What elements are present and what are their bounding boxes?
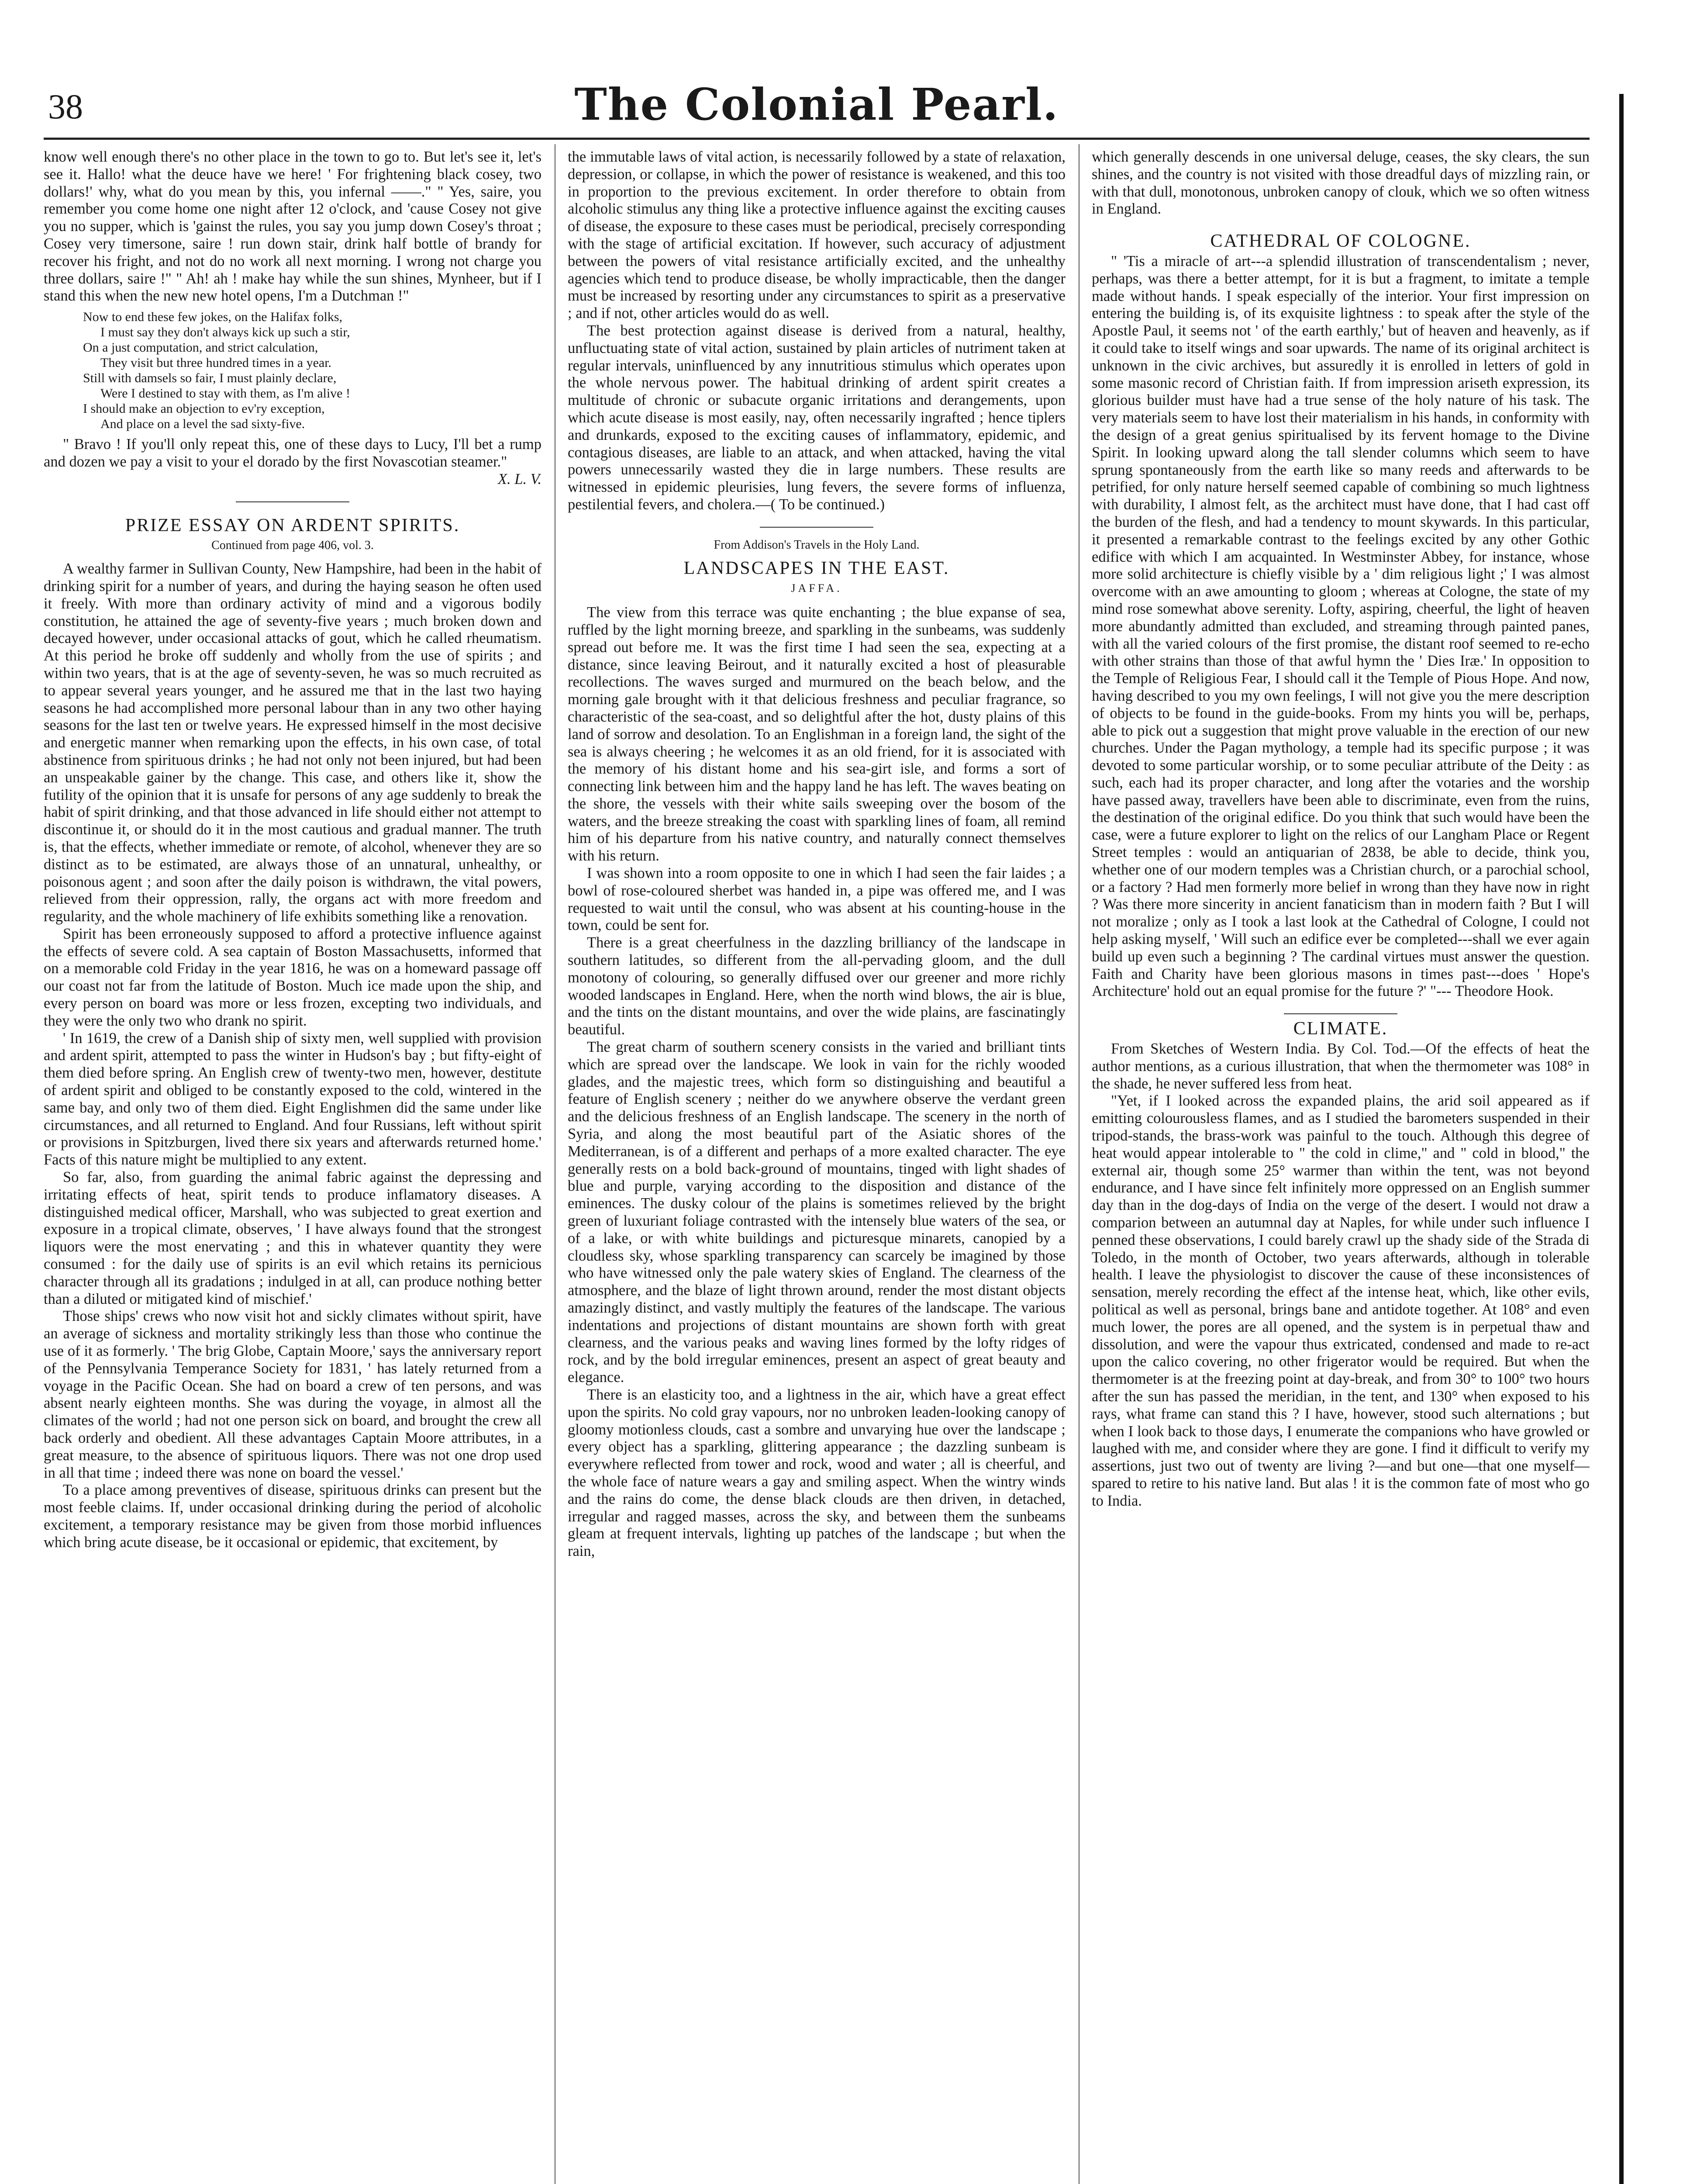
column-middle: [568, 149, 1066, 2184]
poem-line: I should make an objection to ev'ry exception,: [83, 401, 325, 416]
section-divider: [760, 527, 873, 528]
landscapes-paragraph: I was shown into a room opposite to one in which I had seen the fair laides ; a bowl of rose-coloured sherbet was handed in, a pipe was offered me, and I was requested to wait until the consul, who was absent at his counting-house in the town, could be sent for.: [568, 865, 1066, 934]
essay-paragraph: the immutable laws of vital action, is necessarily followed by a state of relaxation, depression, or collapse, in which the power of resistance is weakened, and this too in proportion to the previous excitement. In order therefore to obtain from alcoholic stimulus any thing like a protective influence against the exciting causes of disease, the exposure to these cases must be periodical, precisely corresponding with the stage of artificial excitation. If however, such accuracy of adjustment between the powers of vital resistance artificially excited, and the unhealthy agencies which tend to produce disease, be wholly impracticable, then the danger must be increased by resorting under any circumstances to spirit as a preservative ; and if not, other articles would do as well.: [568, 149, 1066, 322]
poem-line: They visit but three hundred times in a year.: [100, 356, 332, 370]
poem-line: I must say they don't always kick up such a stir,: [100, 325, 350, 340]
poem-line: Now to end these few jokes, on the Halifax folks,: [83, 310, 343, 325]
climate-paragraph: "Yet, if I looked across the expanded plains, the arid soil appeared as if emitting colourousless flames, and as I studied the barometers suspended in their tripod-stands, the brass-work was painful to the touch. Although this degree of heat would appear intolerable to " the cold in clime," and " cold in blood," the external air, though some 25° warmer than within the tent, was not beyond endurance, and I have since felt infinitely more oppressed on an English summer day than in the dog-days of India on the verge of the desert. I would not draw a comparion between an autumnal day at Naples, for while under such influence I penned these observations, I could barely crawl up the shady side of the Strada di Toledo, in the month of October, two years afterwards, although in tolerable health. I leave the physiologist to discover the cause of these inconsistences of sensation, merely recording the effect af the intense heat, which, like other evils, political as well as personal, brings bane and antidote together. At 108° and even much lower, the pores are all opened, and the system is in perpetual thaw and dissolution, and were the vapour thus extricated, condensed and made to re-act upon the calico covering, no other frigerator would be required. But when the thermometer is at the freezing point at day-break, and from 30° to 100° two hours after the sun has passed the meridian, in the tent, and 130° when exposed to his rays, what frame can stand this ? I have, however, stood such alternations ; but when I look back to those days, I enumerate the companions who have growled or laughed with me, and consider where they are gone. I find it difficult to verify my assertions, just two out of twenty are living ?—and but one—that one myself—spared to retire to his native land. But alas ! it is the common fate of most who go to India.: [1092, 1092, 1590, 1509]
poem: [83, 309, 541, 432]
story-closing-paragraph: " Bravo ! If you'll only repeat this, one of these days to Lucy, I'll bet a rump and dozen we pay a visit to your el dorado by the first Novascotian steamer.": [44, 436, 541, 470]
right-margin-rule: [1619, 94, 1624, 2184]
page-number: 38: [48, 88, 83, 126]
poem-line: On a just computation, and strict calculation,: [83, 340, 318, 355]
essay-paragraph: So far, also, from guarding the animal fabric against the depressing and irritating effects of heat, spirit tends to produce inflamatory diseases. A distinguished medical officer, Marshall, who was subjected to great exertion and exposure in a tropical climate, observes, ' I have always found that the strongest liquors were the most enervating ; and this in whatever quantity they were consumed : for the daily use of spirits is an evil which retains its pernicious character through all its gradations ; indulged in at all, can produce nothing better than a diluted or mitigated kind of mischief.': [44, 1169, 541, 1307]
column-right: [1092, 149, 1590, 2184]
landscapes-paragraph: There is an elasticity too, and a lightness in the air, which have a great effect upon the spirits. No cold gray vapours, nor no unbroken leaden-looking canopy of gloomy motionless clouds, cast a sombre and unvarying hue over the landscape ; every object has a sparkling, glittering appearance ; the dazzling sunbeam is everywhere reflected from tower and rock, wood and water ; all is cheerful, and the whole face of nature wears a gay and smiling aspect. When the wintry winds and the rains do come, the dense black clouds are then driven, in detached, irregular and ragged masses, across the sky, and between them the sunbeams gleam at frequent intervals, lighting up patches of the landscape ; but when the rain,: [568, 1386, 1066, 1560]
essay-paragraph: To a place among preventives of disease, spirituous drinks can present but the most feeble claims. If, under occasional drinking during the period of alcoholic excitement, a temporary resistance may be given from those morbid influences which bring acute disease, be it occasional or epidemic, that excitement, by: [44, 1482, 541, 1551]
page-header: [44, 79, 1590, 131]
masthead-title: The Colonial Pearl.: [574, 79, 1059, 130]
column-left: [44, 149, 541, 2184]
cathedral-title: CATHEDRAL OF COLOGNE.: [1210, 231, 1471, 252]
story-signature: X. L. V.: [497, 470, 541, 487]
section-divider: [236, 501, 349, 502]
essay-paragraph: ' In 1619, the crew of a Danish ship of sixty men, well supplied with provision and ardent spirit, attempted to pass the winter in Hudson's bay ; but fifty-eight of them died before spring. An English crew of twenty-two men, however, destitute of ardent spirit and obliged to be constantly exposed to the cold, wintered in the same bay, and only two of them died. Eight Englishmen did the same under like circumstances, and all returned to England. And four Russians, left without spirit or provisions in Spitzburgen, lived there six years and afterwards returned home.' Facts of this nature might be multiplied to any extent.: [44, 1030, 541, 1168]
poem-line: Still with damsels so fair, I must plainly declare,: [83, 371, 337, 386]
essay-paragraph: A wealthy farmer in Sullivan County, New Hampshire, had been in the habit of drinking spirit for a number of years, and during the haying season he often used it freely. With more than ordinary activity of mind and a vigorous bodily constitution, he attained the age of seventy-five years ; much broken down and decayed however, under occasional attacks of gout, which he called rheumatism. At this period he broke off suddenly and wholly from the use of spirits ; and within two years, that is at the age of seventy-seven, he was so much recruited as to appear several years younger, and he assured me that in the last two haying seasons he had accomplished more personal labour than in any two other haying seasons for the last ten or twelve years. He expressed himself in the most decisive and energetic manner when remarking upon the effects, in his own case, of total abstinence from spirituous drinks ; he had not only not been injured, but had been an unspeakable gainer by the change. This case, and others like it, show the futility of the opinion that it is unsafe for persons of any age suddenly to break the habit of spirit drinking, and that those advanced in life should either not attempt to discontinue it, or should do it in the most cautious and gradual manner. The truth is, that the effects, whether immediate or remote, of alcohol, whenever they are so distinct as to be estimated, are always those of an unnatural, unhealthy, or poisonous agent ; and soon after the daily poison is withdrawn, the vital powers, relieved from their oppression, rally, the organs act with more freedom and regularity, and the whole machinery of life exhibits something like a renovation.: [44, 560, 541, 925]
poem-line: And place on a level the sad sixty-five.: [100, 417, 305, 432]
essay-title: PRIZE ESSAY ON ARDENT SPIRITS.: [125, 515, 460, 536]
essay-paragraph: Those ships' crews who now visit hot and sickly climates without spirit, have an average of sickness and mortality strikingly less than those who continue the use of it as formerly. ' The brig Globe, Captain Moore,' says the anniversary report of the Pennsylvania Temperance Society for 1831, ' has lately returned from a voyage in the Pacific Ocean. She had on board a crew of ten persons, and was absent nearly eighteen months. She was during the voyage, in almost all the climates of the world ; had not one person sick on board, and brought the crew all back orderly and obedient. All these advantages Captain Moore attributes, in a great measure, to the absence of spirituous liquors. There was not one drop used in all that time ; indeed there was none on board the vessel.': [44, 1308, 541, 1481]
landscapes-paragraph: There is a great cheerfulness in the dazzling brilliancy of the landscape in southern latitudes, so different from the all-pervading gloom, and the dull monotony of colouring, so generally diffused over our greener and more richly wooded landscapes in England. Here, when the north wind blows, the air is blue, and the tints on the distant mountains, and over the wide plains, are fascinatingly beautiful.: [568, 934, 1066, 1038]
climate-paragraph: From Sketches of Western India. By Col. Tod.—Of the effects of heat the author mentions, as a curious illustration, that when the thermometer was 108° in the shade, he never suffered less from heat.: [1092, 1040, 1590, 1092]
essay-continued-note: Continued from page 406, vol. 3.: [211, 539, 374, 553]
header-rule: [44, 138, 1590, 140]
story-ending-paragraph: know well enough there's no other place in the town to go to. But let's see it, let's see it. Hallo! what the deuce have we here! ' For frightening black cosey, two dollars!' why, what do you mean by this, you infernal ——." " Yes, saire, you remember you come home one night after 12 o'clock, and 'cause Cosey not give you no supper, which is 'gainst the rules, you say you jump down Cosey's throat ; Cosey very timersone, saire ! run down stair, drink half bottle of brandy for recover his fright, and not do no work all next morning. I wrong not charge you three dollars, saire !" " Ah! ah ! make hay while the sun shines, Mynheer, but if I stand this when the new new hotel opens, I'm a Dutchman !": [44, 149, 541, 304]
poem-line: Were I destined to stay with them, as I'm alive !: [100, 386, 350, 401]
section-divider: [1284, 1013, 1397, 1014]
essay-paragraph: The best protection against disease is derived from a natural, healthy, unfluctuating state of vital action, sustained by plain articles of nutriment taken at regular intervals, uninfluenced by any innutritious stimulus which operates upon the whole nervous power. The habitual drinking of ardent spirit creates a multitude of chronic or subacute organic irritations and derangements, upon which acute disease is most easily, nay, often necessarily ingrafted ; hence tiplers and drunkards, exposed to the exciting causes of inflammatory, epidemic, and contagious diseases, are liable to an attack, and when attacked, having the vital powers unnecessarily wasted they die in large numbers. These results are witnessed in epidemic pleurisies, lung fevers, the severe forms of influenza, pestilential fevers, and cholera.—( To be continued.): [568, 322, 1066, 513]
landscapes-subtitle: JAFFA.: [791, 582, 842, 595]
essay-paragraph: Spirit has been erroneously supposed to afford a protective influence against the effects of severe cold. A sea captain of Boston Massachusetts, informed that on a memorable cold Friday in the year 1816, he was on a homeward passage off our coast not far from the latitude of Boston. Much ice made upon the ship, and every person on board was more or less frozen, excepting two individuals, and they were the only two who drank no spirit.: [44, 925, 541, 1029]
cathedral-paragraph: " 'Tis a miracle of art---a splendid illustration of transcendentalism ; never, perhaps, was there a better attempt, for it is but a fragment, to imitate a temple made without hands. I speak especially of the interior. Your first impression on entering the building is, of its exquisite lightness : to speak after the style of the Apostle Paul, it seems not ' of the earth earthly,' but of heaven and heavenly, as if it could take to itself wings and soar upwards. The name of its original architect is unknown in the civic archives, but assuredly it is enrolled in letters of gold in some masonic record of Christian faith. If from impression ariseth expression, its glorious builder must have had a true sense of the holy nature of his task. The very materials seem to have lost their materialism in his hands, in conformity with the design of a great genius spiritualised by its fervent homage to the Divine Spirit. In looking upward along the tall slender columns which seem to have sprung spontaneously from the earth like so many reeds and afterwards to be petrified, for only nature herself seemed capable of combining so much lightness with durability, I almost felt, as the architect must have done, that I had cast off the burden of the flesh, and had a tendency to mount skywards. In this particular, it presented a remarkable contrast to the feelings excited by any other Gothic edifice with which I am acquainted. In Westminster Abbey, for instance, whose more solid architecture is chiefly visible by a ' dim religious light ;' I was almost overcome with an awe amounting to gloom ; whereas at Cologne, the state of my mind rose somewhat above serenity. Lofty, aspiring, cheerful, the light of heaven more abundantly admitted than excluded, and streaming through painted panes, with all the varied colours of the first promise, the distant roof seemed to re-echo with other strains than those of that awful hymn the ' Dies Iræ.' In opposition to the Temple of Religious Fear, I should call it the Temple of Pious Hope. And now, having described to you my own feelings, I will not give you the mere description of objects to be found in the guide-books. From my hints you will be, perhaps, able to pick out a suggestion that might prove valuable in the erection of our new churches. Under the Pagan mythology, a temple had its specific purpose ; it was devoted to some particular worship, or to some peculiar attribute of the Deity : as such, each had its proper character, and long after the votaries and the worship have passed away, travellers have been able to discriminate, even from the ruins, the destination of the original edifice. Do you think that such would have been the case, were a future explorer to light on the relics of our Langham Place or Regent Street temples : would an antiquarian of 2838, be able to decide, think you, whether one of our modern temples was a Christian church, or a parochial school, or a factory ? Had men formerly more belief in wrong than they have now in right ? Was there more sincerity in ancient fanaticism than in modern faith ? But I will not moralize ; only as I took a last look at the Cathedral of Cologne, I could not help asking myself, ' Will such an edifice ever be completed---shall we ever again build up even such a beginning ? The cardinal virtues must answer the question. Faith and Charity have been glorious masons in times past---does ' Hope's Architecture' hold out an equal promise for the future ?' "--- Theodore Hook.: [1092, 252, 1590, 1000]
landscapes-paragraph: The great charm of southern scenery consists in the varied and brilliant tints which are spread over the landscape. We look in vain for the richly wooded glades, and the majestic trees, which form so distinguishing and beautiful a feature of English scenery ; neither do we anywhere observe the verdant green and the delicious freshness of an English landscape. The scenery in the north of Syria, and along the most beautiful part of the Asiatic shores of the Mediterranean, is of a different and perhaps of a more exalted character. The eye generally rests on a bold back-ground of mountains, tinged with light shades of blue and purple, varying according to the disposition and distance of the eminences. The dusky colour of the plains is sometimes relieved by the bright green of luxuriant foliage contrasted with the intensely blue waters of the sea, or of a lake, or with white buildings and picturesque minarets, canopied by a cloudless sky, whose sparkling transparency can scarcely be imagined by those who have witnessed only the pale watery skies of England. The clearness of the atmosphere, and the blaze of light thrown around, render the most distant objects amazingly distinct, and vastly multiply the features of the landscape. The various indentations and projections of distant mountains are shown forth with great clearness, and the various peaks and waving lines formed by the lofty ridges of rock, and by the bold irregular eminences, present an aspect of great beauty and elegance.: [568, 1039, 1066, 1386]
landscapes-continuation: which generally descends in one universal deluge, ceases, the sky clears, the sun shines, and the country is not visited with those dreadful days of mizzling rain, or with that dull, monotonous, unbroken canopy of clouk, which we so often witness in England.: [1092, 149, 1590, 218]
landscapes-title: LANDSCAPES IN THE EAST.: [683, 558, 950, 578]
landscapes-source-note: From Addison's Travels in the Holy Land.: [714, 538, 920, 552]
climate-title: CLIMATE.: [1293, 1019, 1388, 1039]
landscapes-paragraph: The view from this terrace was quite enchanting ; the blue expanse of sea, ruffled by the light morning breeze, and sparkling in the sunbeams, was suddenly spread out before me. It was the first time I had seen the sea, expecting at a distance, since leaving Beirout, and it naturally excited a host of pleasurable recollections. The waves surged and murmured on the beach below, and the morning gale brought with it that delicious freshness and peculiar fragrance, so characteristic of the sea-coast, and so delightful after the hot, dusty plains of this land of sorrow and desolation. To an Englishman in a foreign land, the sight of the sea is always cheering ; he welcomes it as an old friend, for it is associated with the memory of his distant home and his sea-girt isle, and forms a sort of connecting link between him and the happy land he has left. The waves beating on the shore, the vessels with their white sails sweeping over the bosom of the waters, and the breeze streaking the coast with sparkling lines of foam, all remind him of his departure from his native country, and naturally connect themselves with his return.: [568, 604, 1066, 864]
